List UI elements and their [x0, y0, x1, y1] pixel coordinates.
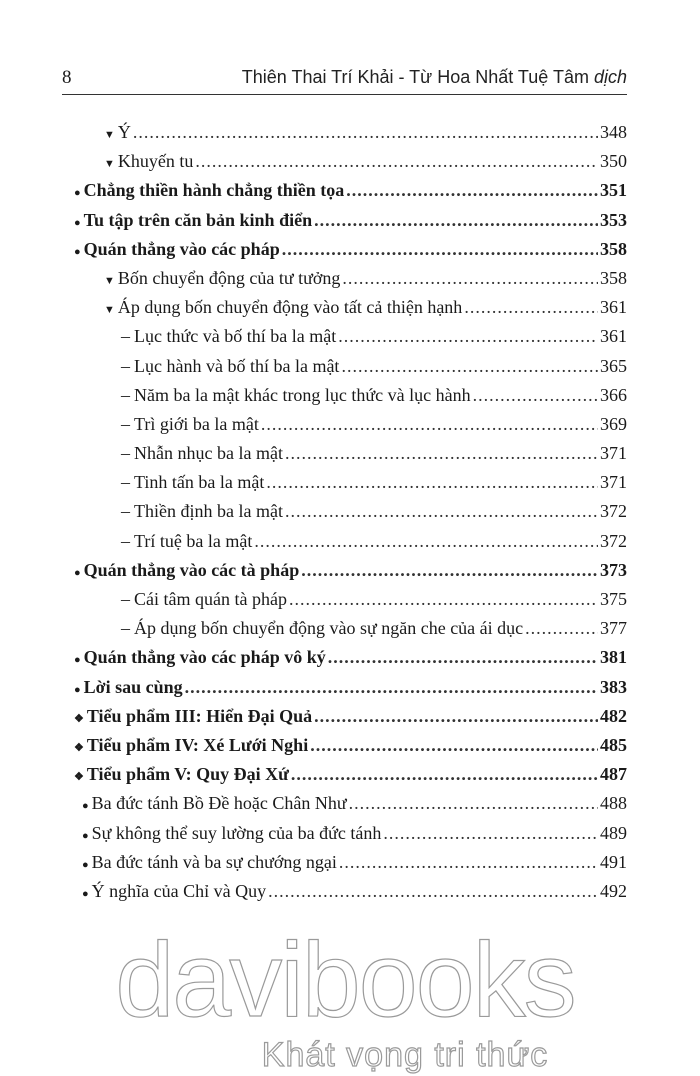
toc-entry-page: 361	[600, 297, 627, 318]
toc-entry	[74, 706, 627, 735]
toc-entry	[74, 677, 627, 706]
toc-entry-page: 358	[600, 267, 627, 288]
dot-leader	[301, 560, 598, 581]
toc-entry-page: 348	[600, 122, 627, 142]
toc-entry	[74, 764, 627, 793]
bullet-marker-icon: ❖	[74, 741, 84, 754]
toc-entry-page: 350	[600, 151, 627, 172]
bullet-marker-icon: –	[121, 355, 130, 376]
bullet-marker-icon: ●	[74, 245, 81, 258]
toc-entry-label	[104, 151, 193, 172]
dot-leader	[314, 706, 598, 727]
dot-leader	[341, 356, 598, 377]
toc-entry-title: Ý	[117, 122, 131, 142]
bullet-marker-icon: ●	[82, 858, 89, 871]
toc-entry	[74, 122, 627, 151]
toc-entry-title: Khuyến tu	[117, 151, 194, 172]
toc-entry-page: 366	[600, 384, 627, 405]
toc-entry-title: Ba đức tánh Bồ Đề hoặc Chân Như	[91, 793, 347, 814]
toc-entry	[74, 239, 627, 268]
toc-entry-page: 377	[600, 618, 627, 639]
dot-leader	[349, 793, 598, 814]
toc-entry-label	[74, 647, 326, 668]
toc-entry	[74, 443, 627, 472]
toc-entry-label	[121, 326, 336, 347]
bullet-marker-icon: –	[121, 413, 130, 434]
toc-entry-title: Lời sau cùng	[83, 676, 183, 697]
dot-leader	[133, 122, 598, 143]
toc-entry-title: Trì giới ba la mật	[134, 413, 259, 434]
toc-entry-page: 492	[600, 880, 627, 901]
toc-entry-title: Quán thẳng vào các pháp	[83, 238, 280, 259]
dot-leader	[285, 443, 598, 464]
toc-entry-label	[121, 531, 252, 552]
toc-entry-label	[82, 793, 347, 814]
dot-leader	[525, 618, 598, 639]
toc-entry-label	[121, 385, 471, 406]
bullet-marker-icon: ▼	[104, 304, 115, 317]
toc-entry-page: 482	[600, 705, 627, 726]
toc-entry	[74, 414, 627, 443]
toc-entry-label	[74, 677, 183, 698]
toc-entry-label	[74, 180, 344, 201]
toc-entry-title: Bốn chuyển động của tư tưởng	[117, 267, 341, 288]
toc-entry	[74, 385, 627, 414]
toc-entry-page: 373	[600, 559, 627, 580]
dot-leader	[310, 735, 598, 756]
toc-entry	[74, 472, 627, 501]
toc-entry-page: 372	[600, 501, 627, 522]
dot-leader	[289, 589, 598, 610]
toc-entry-label	[74, 735, 308, 756]
toc-entry-title: Lục hành và bố thí ba la mật	[134, 355, 340, 376]
toc-entry-title: Áp dụng bốn chuyển động vào tất cả thiện hạnh	[117, 297, 463, 318]
toc-entry-title: Tu tập trên căn bản kinh điển	[83, 209, 313, 230]
toc-entry-label	[121, 589, 287, 610]
dot-leader	[473, 385, 598, 406]
dot-leader	[285, 501, 598, 522]
bullet-marker-icon: ●	[82, 887, 89, 900]
bullet-marker-icon: –	[121, 501, 130, 522]
toc-entry-label	[104, 297, 462, 318]
bullet-marker-icon: –	[121, 530, 130, 551]
toc-entry-page: 369	[600, 413, 627, 434]
bullet-marker-icon: ❖	[74, 771, 84, 784]
bullet-marker-icon: –	[121, 589, 130, 609]
toc-entry-page: 358	[600, 238, 627, 259]
bullet-marker-icon: –	[121, 618, 130, 639]
watermark-brand: davibooks	[115, 921, 575, 1039]
dot-leader	[268, 881, 598, 902]
dot-leader	[282, 239, 598, 260]
toc-entry	[74, 735, 627, 764]
toc-entry-page: 365	[600, 355, 627, 376]
toc-entry-page: 351	[600, 180, 627, 201]
toc-entry-page: 491	[600, 851, 627, 872]
toc-entry-page: 371	[600, 443, 627, 464]
toc-entry-title: Tinh tấn ba la mật	[134, 472, 265, 493]
toc-entry-label	[74, 706, 312, 727]
toc-entry	[74, 589, 627, 618]
toc-entry-page: 371	[600, 472, 627, 493]
bullet-marker-icon: ●	[82, 829, 89, 842]
toc-entry-title: Trí tuệ ba la mật	[134, 530, 253, 551]
bullet-marker-icon: ▼	[104, 274, 115, 287]
toc-entry	[74, 647, 627, 676]
toc-entry-title: Tiểu phẩm V: Quy Đại Xứ	[86, 764, 289, 785]
toc-entry-label	[121, 443, 283, 464]
toc-entry-title: Quán thẳng vào các pháp vô ký	[83, 647, 326, 668]
table-of-contents	[74, 122, 627, 910]
toc-entry	[74, 210, 627, 239]
page-number: 8	[62, 67, 72, 88]
bullet-marker-icon: –	[121, 443, 130, 464]
toc-entry-label	[74, 560, 299, 581]
dot-leader	[338, 326, 598, 347]
toc-entry-label	[104, 268, 340, 289]
dot-leader	[339, 852, 598, 873]
toc-entry-title: Ý nghĩa của Chỉ và Quy	[91, 880, 267, 901]
toc-entry-title: Tiểu phẩm IV: Xé Lưới Nghi	[86, 734, 309, 755]
toc-entry-page: 489	[600, 822, 627, 843]
dot-leader	[383, 823, 598, 844]
dot-leader	[185, 677, 598, 698]
bullet-marker-icon: –	[121, 384, 130, 405]
bullet-marker-icon: ●	[74, 683, 81, 696]
page-header	[62, 64, 627, 95]
bullet-marker-icon: ●	[74, 654, 81, 667]
toc-entry	[74, 501, 627, 530]
bullet-marker-icon: –	[121, 326, 130, 347]
toc-entry	[74, 560, 627, 589]
toc-entry	[74, 881, 627, 910]
toc-entry-title: Chẳng thiền hành chẳng thiền tọa	[83, 180, 345, 201]
toc-entry-label	[74, 764, 289, 785]
bullet-marker-icon: ❖	[74, 712, 84, 725]
toc-entry	[74, 180, 627, 209]
dot-leader	[328, 647, 598, 668]
running-title-italic: dịch	[593, 67, 627, 87]
toc-entry-title: Lục thức và bố thí ba la mật	[134, 326, 337, 347]
toc-entry-label	[74, 210, 312, 231]
toc-entry-page: 485	[600, 734, 627, 755]
dot-leader	[266, 472, 598, 493]
bullet-marker-icon: ●	[82, 800, 89, 813]
dot-leader	[261, 414, 598, 435]
toc-entry-label	[82, 852, 337, 873]
toc-entry-title: Tiểu phẩm III: Hiển Đại Quả	[86, 705, 313, 726]
toc-entry-title: Áp dụng bốn chuyển động vào sự ngăn che của ái dục	[134, 618, 524, 639]
toc-entry-page: 361	[600, 326, 627, 347]
toc-entry-page: 383	[600, 676, 627, 697]
toc-entry-label	[121, 356, 339, 377]
toc-entry-label	[82, 823, 381, 844]
bullet-marker-icon: ●	[74, 566, 81, 579]
dot-leader	[291, 764, 598, 785]
toc-entry-label	[121, 618, 523, 639]
toc-entry-title: Năm ba la mật khác trong lục thức và lục hành	[134, 384, 471, 405]
toc-entry	[74, 268, 627, 297]
toc-entry	[74, 793, 627, 822]
running-title	[242, 67, 627, 88]
toc-entry-page: 488	[600, 793, 627, 814]
watermark-slogan: Khát vọng tri thức	[261, 1036, 549, 1074]
toc-entry-page: 372	[600, 530, 627, 551]
toc-entry-label	[74, 239, 280, 260]
dot-leader	[195, 151, 598, 172]
toc-entry-page: 375	[600, 589, 627, 609]
dot-leader	[254, 531, 598, 552]
toc-entry-title: Thiền định ba la mật	[134, 501, 283, 522]
toc-entry-title: Quán thẳng vào các tà pháp	[83, 559, 300, 580]
dot-leader	[314, 210, 598, 231]
dot-leader	[464, 297, 598, 318]
toc-entry	[74, 618, 627, 647]
toc-entry	[74, 823, 627, 852]
toc-entry-title: Cái tâm quán tà pháp	[134, 589, 287, 609]
bullet-marker-icon: ▼	[104, 129, 115, 141]
bullet-marker-icon: –	[121, 472, 130, 493]
toc-entry-page: 487	[600, 764, 627, 785]
toc-entry-title: Nhẫn nhục ba la mật	[134, 443, 283, 464]
toc-entry	[74, 151, 627, 180]
toc-entry-page: 381	[600, 647, 627, 668]
toc-entry-title: Sự không thể suy lường của ba đức tánh	[91, 822, 382, 843]
dot-leader	[346, 180, 598, 201]
toc-entry-label	[121, 501, 283, 522]
bullet-marker-icon: ●	[74, 187, 81, 200]
toc-entry	[74, 852, 627, 881]
toc-entry	[74, 356, 627, 385]
dot-leader	[342, 268, 598, 289]
bullet-marker-icon: ●	[74, 216, 81, 229]
toc-entry-label	[121, 472, 264, 493]
toc-entry	[74, 531, 627, 560]
toc-entry	[74, 297, 627, 326]
toc-entry-page: 353	[600, 209, 627, 230]
bullet-marker-icon: ▼	[104, 158, 115, 171]
toc-entry-label	[104, 122, 131, 143]
toc-entry-label	[121, 414, 259, 435]
running-title-text: Thiên Thai Trí Khải - Từ Hoa Nhất Tuệ Tâm	[241, 67, 589, 87]
toc-entry-label	[82, 881, 266, 902]
toc-entry	[74, 326, 627, 355]
toc-entry-title: Ba đức tánh và ba sự chướng ngại	[91, 851, 337, 872]
